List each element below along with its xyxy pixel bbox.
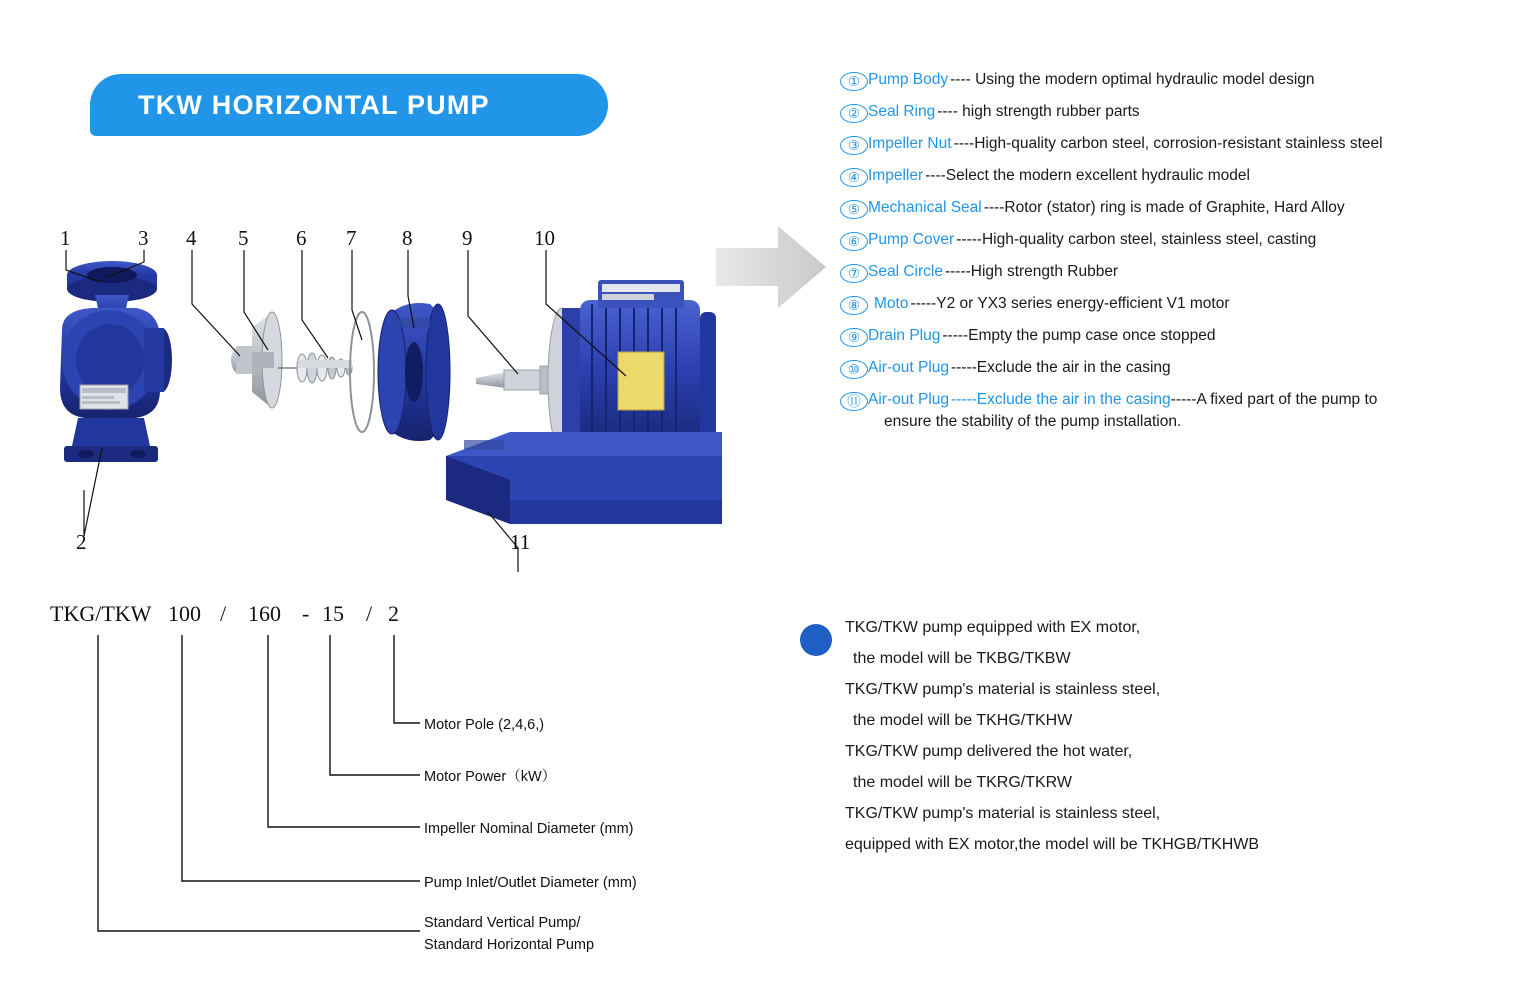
model-token-dash: - <box>302 601 310 626</box>
legend-item-3 <box>840 134 1490 155</box>
bullet-dot-icon <box>800 624 832 656</box>
model-label-motor-pole: Motor Pole (2,4,6,) <box>424 717 545 733</box>
legend-number-9: ⑨ <box>840 328 868 347</box>
legend-number-1: ① <box>840 72 868 91</box>
model-label-standard-horizontal-pump: Standard Horizontal Pump <box>424 937 595 953</box>
legend-desc-2: ---- high strength rubber parts <box>937 103 1140 120</box>
legend-term-4: Impeller <box>868 167 924 184</box>
legend-term-5: Mechanical Seal <box>868 199 982 216</box>
model-token-slash-1: / <box>220 601 227 626</box>
legend-desc-11-second: -----A fixed part of the pump to <box>1170 391 1378 408</box>
callout-number-10: 10 <box>534 226 555 250</box>
model-label-impeller-diameter: Impeller Nominal Diameter (mm) <box>424 821 634 837</box>
callout-leader-lines <box>40 200 730 580</box>
callout-number-1: 1 <box>60 226 71 250</box>
legend-term-6: Pump Cover <box>868 231 955 248</box>
callout-number-6: 6 <box>296 226 307 250</box>
legend-number-8: ⑧ <box>840 296 868 315</box>
note-line-6: the model will be TKRG/TKRW <box>853 774 1073 791</box>
model-token-series: TKG/TKW <box>50 601 152 626</box>
legend-number-3: ③ <box>840 136 868 155</box>
callout-number-5: 5 <box>238 226 249 250</box>
legend-number-11: ⑪ <box>840 392 868 411</box>
legend-desc-3: ----High-quality carbon steel, corrosion-resistant stainless steel <box>953 135 1383 152</box>
legend-item-9 <box>840 326 1490 347</box>
legend-desc-8: -----Y2 or YX3 series energy-efficient V1 motor <box>910 295 1230 312</box>
model-token-pole: 2 <box>388 601 399 626</box>
legend-item-10 <box>840 358 1490 379</box>
note-line-2: the model will be TKBG/TKBW <box>853 650 1071 667</box>
page-title-banner <box>90 74 608 136</box>
legend-term-1: Pump Body <box>868 71 949 88</box>
legend-desc-4: ----Select the modern excellent hydraulic model <box>925 167 1250 184</box>
model-token-power: 15 <box>322 601 344 626</box>
legend-number-6: ⑥ <box>840 232 868 251</box>
legend-desc-9: -----Empty the pump case once stopped <box>942 327 1216 344</box>
parts-legend-list <box>840 70 1490 444</box>
legend-number-7: ⑦ <box>840 264 868 283</box>
note-line-8: equipped with EX motor,the model will be TKHGB/TKHWB <box>845 836 1260 853</box>
legend-term-11: Air-out Plug <box>868 391 949 408</box>
legend-term-9: Drain Plug <box>868 327 941 344</box>
page-title: TKW HORIZONTAL PUMP <box>138 89 490 120</box>
callout-number-3: 3 <box>138 226 149 250</box>
model-token-inlet-diameter: 100 <box>168 601 201 626</box>
arrow-right-icon <box>716 222 826 312</box>
legend-item-7 <box>840 262 1490 283</box>
legend-item-6 <box>840 230 1490 251</box>
note-line-5: TKG/TKW pump delivered the hot water, <box>845 743 1133 760</box>
legend-number-4: ④ <box>840 168 868 187</box>
callout-number-8: 8 <box>402 226 413 250</box>
legend-item-4 <box>840 166 1490 187</box>
model-code-breakdown <box>40 595 720 975</box>
legend-item-8 <box>840 294 1490 315</box>
note-line-4: the model will be TKHG/TKHW <box>853 712 1073 729</box>
note-line-3: TKG/TKW pump's material is stainless steel, <box>845 681 1161 698</box>
legend-item-1 <box>840 70 1490 91</box>
legend-desc-10: -----Exclude the air in the casing <box>950 359 1171 376</box>
note-line-1: TKG/TKW pump equipped with EX motor, <box>845 619 1141 636</box>
legend-term-7: Seal Circle <box>868 263 943 280</box>
callout-number-4: 4 <box>186 226 197 250</box>
legend-desc-11: -----Exclude the air in the casing <box>950 391 1171 408</box>
legend-desc-6: -----High-quality carbon steel, stainless steel, casting <box>956 231 1317 248</box>
model-label-motor-power: Motor Power（kW） <box>424 769 557 785</box>
model-code-connector-lines <box>40 635 720 975</box>
legend-item-2 <box>840 102 1490 123</box>
legend-desc-11-continuation: ensure the stability of the pump installation. <box>884 413 1182 430</box>
model-label-standard-vertical-pump: Standard Vertical Pump/ <box>424 915 581 931</box>
legend-number-2: ② <box>840 104 868 123</box>
exploded-pump-diagram <box>40 200 730 580</box>
legend-desc-5: ----Rotor (stator) ring is made of Graphite, Hard Alloy <box>983 199 1345 216</box>
callout-number-9: 9 <box>462 226 473 250</box>
callout-number-2: 2 <box>76 530 87 554</box>
legend-desc-7: -----High strength Rubber <box>944 263 1119 280</box>
model-variants-notes <box>800 612 1460 860</box>
legend-term-3: Impeller Nut <box>868 135 952 152</box>
legend-item-5 <box>840 198 1490 219</box>
callout-number-11: 11 <box>510 530 531 554</box>
model-token-slash-2: / <box>366 601 373 626</box>
callout-number-7: 7 <box>346 226 357 250</box>
legend-number-10: ⑩ <box>840 360 868 379</box>
model-label-inlet-outlet-diameter: Pump Inlet/Outlet Diameter (mm) <box>424 875 637 891</box>
legend-number-5: ⑤ <box>840 200 868 219</box>
legend-term-10: Air-out Plug <box>868 359 949 376</box>
legend-item-11 <box>840 390 1490 433</box>
note-line-7: TKG/TKW pump's material is stainless steel, <box>845 805 1161 822</box>
model-token-impeller-diameter: 160 <box>248 601 281 626</box>
legend-desc-1: ---- Using the modern optimal hydraulic model design <box>950 71 1315 88</box>
legend-term-2: Seal Ring <box>868 103 936 120</box>
legend-term-8: Moto <box>874 295 909 312</box>
